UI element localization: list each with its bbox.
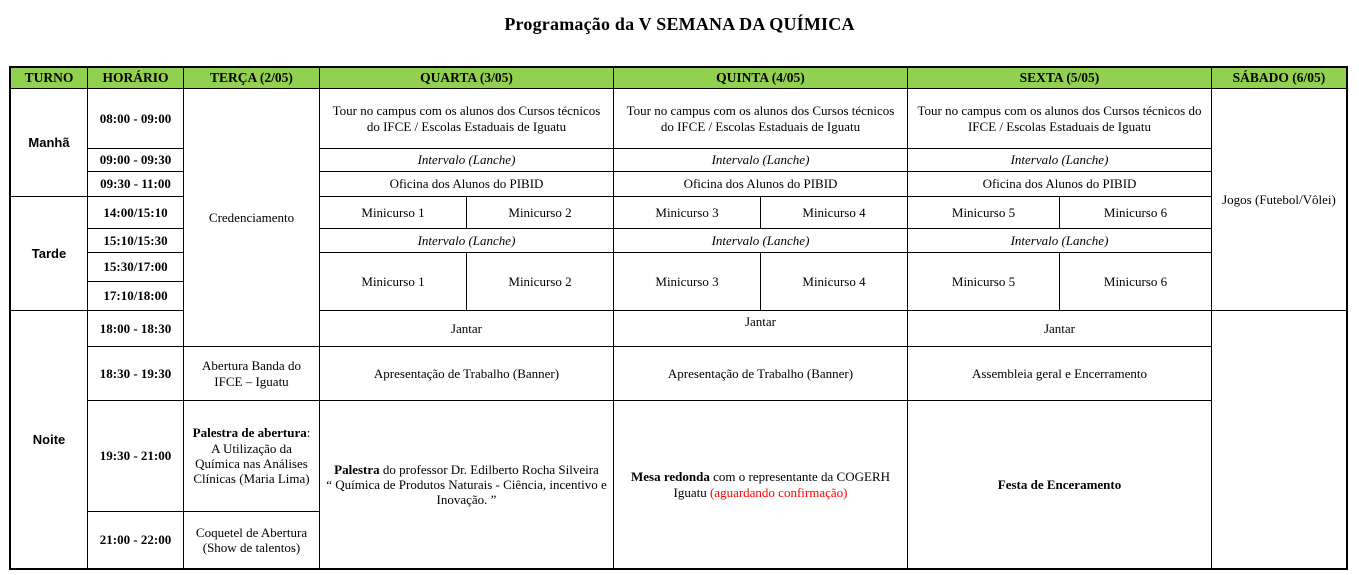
time-1830-1930: 18:30 - 19:30 [88,347,183,400]
cell-quinta-apresentacao: Apresentação de Trabalho (Banner) [614,347,907,400]
time-1710-1800: 17:10/18:00 [88,282,183,310]
mesa-redonda-alert: (aguardando confirmação) [709,484,848,500]
cell-sabado-empty [1212,311,1346,568]
palestra-abertura-bold: Palestra de abertura [192,425,307,441]
time-1510-1530: 15:10/15:30 [88,229,183,252]
palestra-quarta-rest: do professor Dr. Edilberto Rocha Silveira [379,461,599,477]
header-cell-sexta: SEXTA (5/05) [908,68,1211,88]
cell-quinta-minicurso3-a: Minicurso 3 [614,197,760,228]
cell-sabado-jogos: Jogos (Futebol/Vôlei) [1212,89,1346,310]
cell-quarta-minicurso1-b: Minicurso 1 [320,253,466,310]
cell-sexta-minicurso5-a: Minicurso 5 [908,197,1059,228]
time-0930-1100: 09:30 - 11:00 [88,172,183,196]
cell-quarta-oficina: Oficina dos Alunos do PIBID [320,172,613,196]
cell-terca-abertura-banda: Abertura Banda do IFCE – Iguatu [184,347,319,400]
cell-sexta-tour: Tour no campus com os alunos dos Cursos técnicos do IFCE / Escolas Estaduais de Iguatu [908,89,1211,148]
cell-sexta-intervalo-tarde: Intervalo (Lanche) [908,229,1211,252]
header-cell-terca: TERÇA (2/05) [184,68,319,88]
cell-quinta-mesa-redonda [614,401,907,568]
time-1930-2100: 19:30 - 21:00 [88,401,183,511]
cell-terca-coquetel: Coquetel de Abertura (Show de talentos) [184,512,319,568]
cell-quinta-minicurso4-b: Minicurso 4 [761,253,907,310]
cell-quarta-tour: Tour no campus com os alunos dos Cursos técnicos do IFCE / Escolas Estaduais de Iguatu [320,89,613,148]
header-cell-quarta: QUARTA (3/05) [320,68,613,88]
cell-sexta-assembleia: Assembleia geral e Encerramento [908,347,1211,400]
mesa-redonda-rest: com o representante da COGERH Iguatu [673,469,890,500]
cell-quarta-intervalo-tarde: Intervalo (Lanche) [320,229,613,252]
time-2100-2200: 21:00 - 22:00 [88,512,183,568]
turno-manha: Manhã [11,89,87,196]
cell-quarta-minicurso1-a: Minicurso 1 [320,197,466,228]
time-1530-1700: 15:30/17:00 [88,253,183,281]
cell-quinta-minicurso4-a: Minicurso 4 [761,197,907,228]
header-cell-quinta: QUINTA (4/05) [614,68,907,88]
cell-quinta-minicurso3-b: Minicurso 3 [614,253,760,310]
cell-quarta-jantar: Jantar [320,311,613,346]
header-cell-horario: HORÁRIO [88,68,183,88]
time-1800-1830: 18:00 - 18:30 [88,311,183,346]
cell-sexta-minicurso6-b: Minicurso 6 [1060,253,1211,310]
cell-sexta-oficina: Oficina dos Alunos do PIBID [908,172,1211,196]
turno-tarde: Tarde [11,197,87,310]
cell-quinta-jantar: Jantar [614,311,907,346]
time-0800-0900: 08:00 - 09:00 [88,89,183,148]
cell-terca-palestra-abertura [184,401,319,511]
schedule-table [9,66,1348,570]
palestra-abertura-rest: : A Utilização da Química nas Análises Clínicas (Maria Lima) [193,425,311,487]
cell-quarta-apresentacao: Apresentação de Trabalho (Banner) [320,347,613,400]
cell-quinta-intervalo-manha: Intervalo (Lanche) [614,149,907,171]
header-cell-sabado: SÁBADO (6/05) [1212,68,1346,88]
palestra-quarta-quote: “ Química de Produtos Naturais - Ciência, incentivo e Inovação. ” [326,476,607,508]
cell-quarta-minicurso2-b: Minicurso 2 [467,253,613,310]
cell-quarta-minicurso2-a: Minicurso 2 [467,197,613,228]
page-title: Programação da V SEMANA DA QUÍMICA [504,14,855,34]
cell-sexta-jantar: Jantar [908,311,1211,346]
cell-quarta-intervalo-manha: Intervalo (Lanche) [320,149,613,171]
mesa-redonda-bold: Mesa redonda [631,469,710,485]
cell-terca-credenciamento: Credenciamento [184,89,319,346]
cell-sexta-intervalo-manha: Intervalo (Lanche) [908,149,1211,171]
cell-quinta-tour: Tour no campus com os alunos dos Cursos técnicos do IFCE / Escolas Estaduais de Iguatu [614,89,907,148]
cell-quinta-oficina: Oficina dos Alunos do PIBID [614,172,907,196]
cell-sexta-minicurso5-b: Minicurso 5 [908,253,1059,310]
cell-sexta-minicurso6-a: Minicurso 6 [1060,197,1211,228]
cell-quinta-intervalo-tarde: Intervalo (Lanche) [614,229,907,252]
time-0900-0930: 09:00 - 09:30 [88,149,183,171]
header-cell-turno: TURNO [11,68,87,88]
cell-quarta-palestra [320,401,613,568]
time-1400-1510: 14:00/15:10 [88,197,183,228]
turno-noite: Noite [11,311,87,568]
cell-sexta-festa: Festa de Enceramento [908,401,1211,568]
palestra-quarta-bold: Palestra [334,461,380,477]
